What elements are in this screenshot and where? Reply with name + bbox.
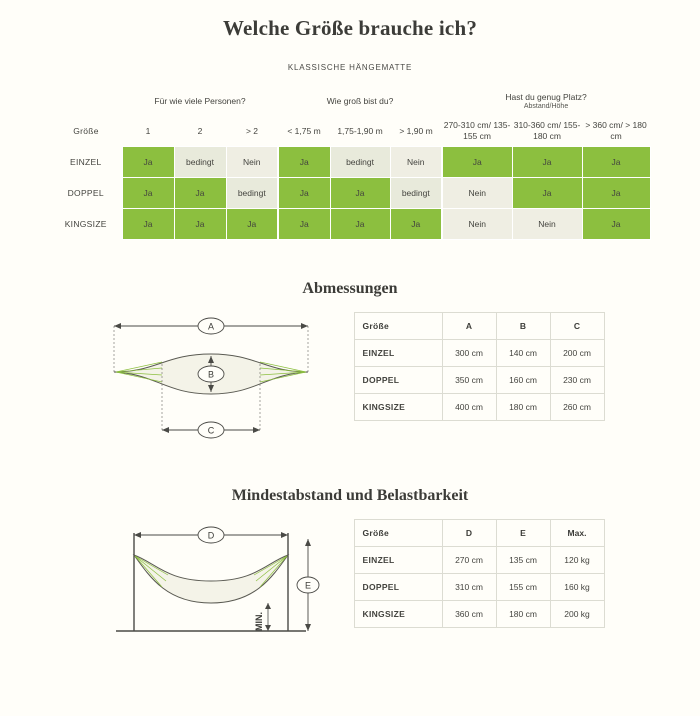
table-row <box>354 574 604 601</box>
dimensions-title: Abmessungen <box>302 280 398 297</box>
dim-einzel-a: 300 cm <box>442 340 496 367</box>
dimensions-section <box>0 280 700 457</box>
matrix-column-header-row <box>50 116 650 147</box>
spacing-row-kingsize: KINGSIZE <box>354 601 442 628</box>
group-header-height: Wie groß bist du? <box>278 86 442 116</box>
spacing-einzel-e: 135 cm <box>496 547 550 574</box>
cell-einzel-space-medium: Ja <box>512 147 582 178</box>
cell-kingsize-space-small: Nein <box>442 209 512 240</box>
dim-doppel-a: 350 cm <box>442 367 496 394</box>
spacing-row-doppel: DOPPEL <box>354 574 442 601</box>
col-header-more-than-2: > 2 <box>226 116 278 147</box>
table-row <box>354 601 604 628</box>
spacing-kingsize-e: 180 cm <box>496 601 550 628</box>
cell-kingsize-175190: Ja <box>330 209 390 240</box>
col-header-space-medium: 310-360 cm/ 155-180 cm <box>512 116 582 147</box>
table-row <box>50 178 650 209</box>
cell-einzel-more2: Nein <box>226 147 278 178</box>
cell-doppel-space-large: Ja <box>582 178 650 209</box>
table-row <box>354 394 604 421</box>
cell-einzel-space-small: Ja <box>442 147 512 178</box>
cell-einzel-u175: Ja <box>278 147 330 178</box>
col-header-over-190: > 1,90 m <box>390 116 442 147</box>
group-header-space: Hast du genug Platz? Abstand/Höhe <box>442 86 650 116</box>
spacing-header-max: Max. <box>550 520 604 547</box>
spacing-kingsize-d: 360 cm <box>442 601 496 628</box>
cell-doppel-more2: bedingt <box>226 178 278 209</box>
dimensions-header-row <box>354 313 604 340</box>
marker-e: E <box>304 580 311 591</box>
col-header-under-175: < 1,75 m <box>278 116 330 147</box>
col-header-1: 1 <box>122 116 174 147</box>
size-matrix-table <box>50 86 651 240</box>
cell-doppel-u175: Ja <box>278 178 330 209</box>
spacing-header-row <box>354 520 604 547</box>
page-title: Welche Größe brauche ich? <box>222 16 478 40</box>
marker-d: D <box>207 530 214 541</box>
dim-kingsize-b: 180 cm <box>496 394 550 421</box>
cell-kingsize-1: Ja <box>122 209 174 240</box>
spacing-doppel-d: 310 cm <box>442 574 496 601</box>
marker-b: B <box>207 369 214 380</box>
spacing-kingsize-max: 200 kg <box>550 601 604 628</box>
dim-einzel-c: 200 cm <box>550 340 604 367</box>
dim-row-einzel: EINZEL <box>354 340 442 367</box>
table-row <box>354 367 604 394</box>
dim-kingsize-a: 400 cm <box>442 394 496 421</box>
cell-einzel-space-large: Ja <box>582 147 650 178</box>
spacing-header-d: D <box>442 520 496 547</box>
dim-header-size: Größe <box>354 313 442 340</box>
spacing-section <box>0 487 700 644</box>
row-label-kingsize: KINGSIZE <box>50 209 122 240</box>
cell-kingsize-o190: Ja <box>390 209 442 240</box>
group-header-persons: Für wie viele Personen? <box>122 86 278 116</box>
table-row <box>50 147 650 178</box>
dim-einzel-b: 140 cm <box>496 340 550 367</box>
row-label-einzel: EINZEL <box>50 147 122 178</box>
cell-doppel-175190: Ja <box>330 178 390 209</box>
col-header-175-190: 1,75-1,90 m <box>330 116 390 147</box>
cell-kingsize-space-medium: Nein <box>512 209 582 240</box>
cell-doppel-space-medium: Ja <box>512 178 582 209</box>
matrix-group-header-row <box>50 86 650 116</box>
col-header-2: 2 <box>174 116 226 147</box>
dim-row-doppel: DOPPEL <box>354 367 442 394</box>
dim-kingsize-c: 260 cm <box>550 394 604 421</box>
size-matrix <box>50 86 650 240</box>
hammock-dimension-drawing <box>96 312 326 457</box>
subtitle: KLASSISCHE HÄNGEMATTE <box>287 63 413 72</box>
min-label: MIN. <box>253 612 264 631</box>
table-row <box>354 547 604 574</box>
table-row <box>50 209 650 240</box>
cell-einzel-175190: bedingt <box>330 147 390 178</box>
infographic-page <box>0 16 700 716</box>
matrix-corner <box>50 86 122 116</box>
cell-doppel-1: Ja <box>122 178 174 209</box>
cell-doppel-2: Ja <box>174 178 226 209</box>
spacing-einzel-d: 270 cm <box>442 547 496 574</box>
cell-kingsize-2: Ja <box>174 209 226 240</box>
dim-doppel-b: 160 cm <box>496 367 550 394</box>
spacing-title: Mindestabstand und Belastbarkeit <box>231 487 469 504</box>
col-header-space-small: 270-310 cm/ 135-155 cm <box>442 116 512 147</box>
cell-doppel-space-small: Nein <box>442 178 512 209</box>
spacing-doppel-e: 155 cm <box>496 574 550 601</box>
row-label-doppel: DOPPEL <box>50 178 122 209</box>
hammock-spacing-drawing <box>96 519 326 644</box>
cell-kingsize-more2: Ja <box>226 209 278 240</box>
dimensions-table <box>354 312 605 421</box>
spacing-table <box>354 519 605 628</box>
dim-header-b: B <box>496 313 550 340</box>
dim-header-c: C <box>550 313 604 340</box>
cell-kingsize-u175: Ja <box>278 209 330 240</box>
cell-kingsize-space-large: Ja <box>582 209 650 240</box>
spacing-doppel-max: 160 kg <box>550 574 604 601</box>
table-row <box>354 340 604 367</box>
spacing-row-einzel: EINZEL <box>354 547 442 574</box>
cell-doppel-o190: bedingt <box>390 178 442 209</box>
spacing-header-size: Größe <box>354 520 442 547</box>
cell-einzel-1: Ja <box>122 147 174 178</box>
marker-c: C <box>207 425 214 436</box>
dim-header-a: A <box>442 313 496 340</box>
dim-row-kingsize: KINGSIZE <box>354 394 442 421</box>
col-header-space-large: > 360 cm/ > 180 cm <box>582 116 650 147</box>
cell-einzel-o190: Nein <box>390 147 442 178</box>
dim-doppel-c: 230 cm <box>550 367 604 394</box>
cell-einzel-2: bedingt <box>174 147 226 178</box>
matrix-size-header: Größe <box>50 116 122 147</box>
marker-a: A <box>207 321 214 332</box>
spacing-header-e: E <box>496 520 550 547</box>
spacing-einzel-max: 120 kg <box>550 547 604 574</box>
